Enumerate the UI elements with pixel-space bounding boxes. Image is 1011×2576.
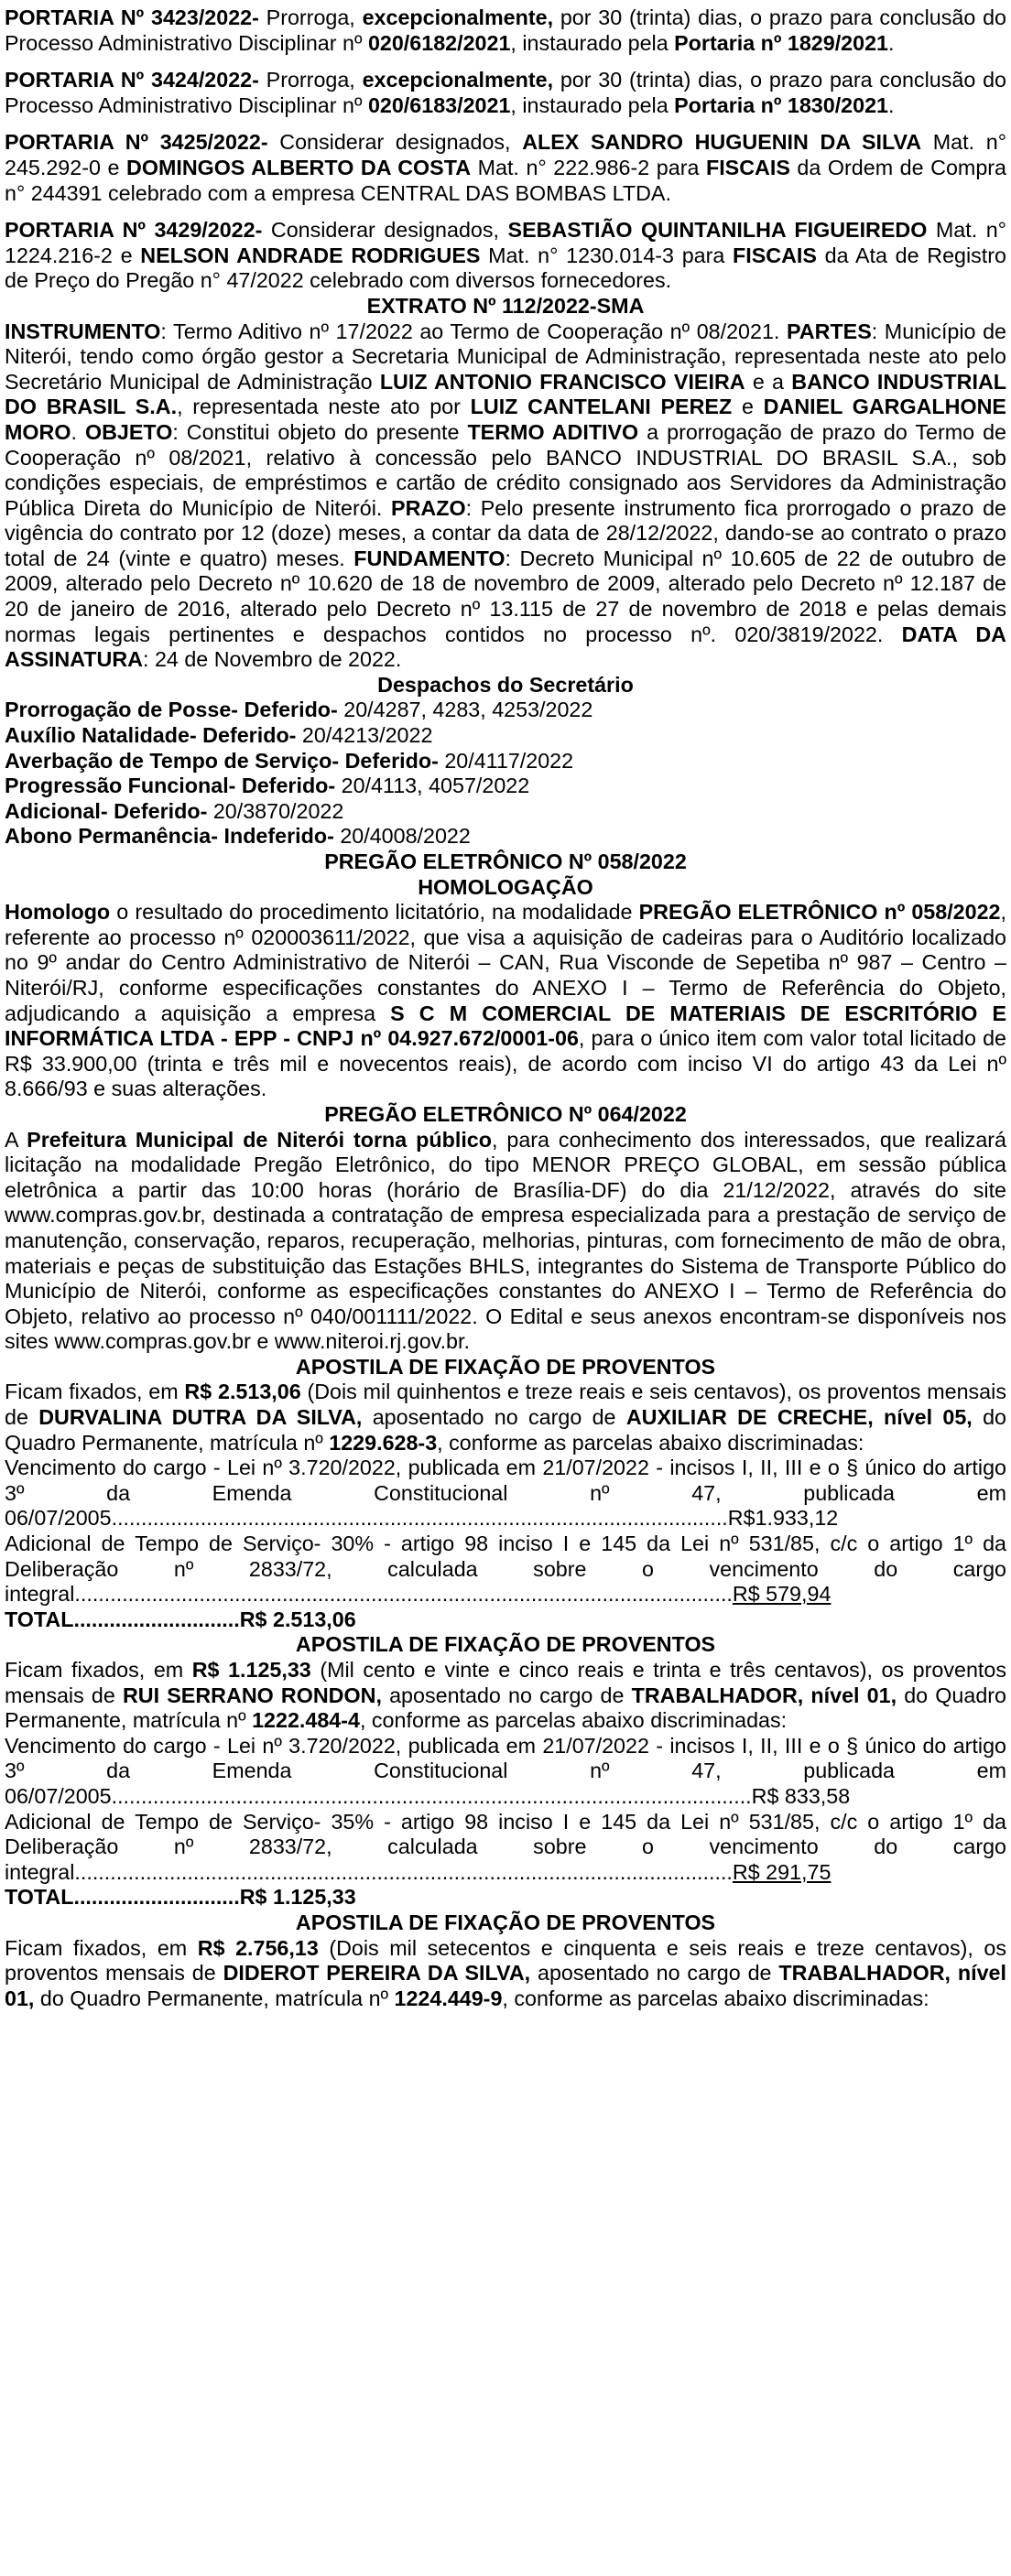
apostila-title: APOSTILA DE FIXAÇÃO DE PROVENTOS: [295, 1632, 716, 1657]
despachos-title: Despachos do Secretário: [377, 672, 634, 697]
portaria-number: PORTARIA Nº 3423/2022-: [5, 5, 259, 29]
apostila-adicional: Adicional de Tempo de Serviço- 35% - artigo 98 inciso I e 145 da Lei nº 531/85, c/c o artigo 1º da Deliberação nº 2833/72, calculada sobre o vencimento do cargo integral...............................................................................................................R$ 291,75: [5, 1809, 1006, 1884]
portaria-3429: PORTARIA Nº 3429/2022- Considerar designados, SEBASTIÃO QUINTANILHA FIGUEIREDO Mat. n° 1224.216-2 e NELSON ANDRADE RODRIGUES Mat. n° 1230.014-3 para FISCAIS da Ata de Registro de Preço do Pregão n° 47/2022 celebrado com diversos fornecedores.: [5, 218, 1006, 293]
apostila-title: APOSTILA DE FIXAÇÃO DE PROVENTOS: [295, 1910, 716, 1934]
portaria-3423: PORTARIA Nº 3423/2022- Prorroga, excepcionalmente, por 30 (trinta) dias, o prazo para conclusão do Processo Administrativo Disciplinar nº 020/6182/2021, instaurado pela Portaria nº 1829/2021.: [5, 5, 1006, 55]
pregao-064-title: PREGÃO ELETRÔNICO Nº 064/2022: [324, 1101, 687, 1126]
apostila-body: Ficam fixados, em R$ 1.125,33 (Mil cento e vinte e cinco reais e trinta e três centavos), os proventos mensais de RUI SERRANO RONDON, aposentado no cargo de TRABALHADOR, nível 01, do Quadro Permanente, matrícula nº 1222.484-4, conforme as parcelas abaixo discriminadas:: [5, 1658, 1006, 1733]
pregao-064-body: A Prefeitura Municipal de Niterói torna público, para conhecimento dos interessados, que realizará licitação na modalidade Pregão Eletrônico, do tipo MENOR PREÇO GLOBAL, em sessão pública eletrônica a partir das 10:00 horas (horário de Brasília-DF) do dia 21/12/2022, através do site www.compras.gov.br, destinada a contratação de empresa especializada para a prestação de serviço de manutenção, conservação, reparos, recuperação, melhorias, pinturas, com fornecimento de mão de obra, materiais e peças de substituição das Estações BHLS, integrantes do Sistema de Transporte Público do Município de Niterói, conforme as especificações constantes do ANEXO I – Termo de Referência do Objeto, relativo ao processo nº 040/001111/2022. O Edital e seus anexos encontram-se disponíveis nos sites www.compras.gov.br e www.niteroi.rj.gov.br.: [5, 1127, 1006, 1354]
apostila-vencimento: Vencimento do cargo - Lei nº 3.720/2022, publicada em 21/07/2022 - incisos I, II, III e o § único do artigo 3º da Emenda Constitucional nº 47, publicada em 06/07/2005........................................................................................................R$1.933,12: [5, 1456, 1006, 1531]
despacho-item: Abono Permanência- Indeferido- 20/4008/2022: [5, 824, 471, 849]
apostila-total: TOTAL............................R$ 1.125,33: [5, 1885, 356, 1910]
extrato-body: INSTRUMENTO: Termo Aditivo nº 17/2022 ao Termo de Cooperação nº 08/2021. PARTES: Município de Niterói, tendo como órgão gestor a Secretaria Municipal de Administração, representada neste ato pelo Secretário Municipal de Administração LUIZ ANTONIO FRANCISCO VIEIRA e a BANCO INDUSTRIAL DO BRASIL S.A., representada neste ato por LUIZ CANTELANI PEREZ e DANIEL GARGALHONE MORO. OBJETO: Constitui objeto do presente TERMO ADITIVO a prorrogação de prazo do Termo de Cooperação nº 08/2021, relativo à concessão pelo BANCO INDUSTRIAL DO BRASIL S.A., sob condições especiais, de empréstimos e cartão de crédito consignado aos Servidores da Administração Pública Direta do Município de Niterói. PRAZO: Pelo presente instrumento fica prorrogado o prazo de vigência do contrato por 12 (doze) meses, a contar da data de 28/12/2022, dando-se ao contrato o prazo total de 24 (vinte e quatro) meses. FUNDAMENTO: Decreto Municipal nº 10.605 de 22 de outubro de 2009, alterado pelo Decreto nº 10.620 de 18 de novembro de 2009, alterado pelo Decreto nº 12.187 de 20 de janeiro de 2016, alterado pelo Decreto nº 13.115 de 27 de novembro de 2018 e pelas demais normas legais pertinentes e despachos contidos no processo nº. 020/3819/2022. DATA DA ASSINATURA: 24 de Novembro de 2022.: [5, 319, 1006, 672]
despacho-item: Progressão Funcional- Deferido- 20/4113, 4057/2022: [5, 774, 530, 798]
pregao-058-body: Homologo o resultado do procedimento licitatório, na modalidade PREGÃO ELETRÔNICO nº 058/2022, referente ao processo nº 020003611/2022, que visa a aquisição de cadeiras para o Auditório localizado no 9º andar do Centro Administrativo de Niterói – CAN, Rua Visconde de Sepetiba nº 987 – Centro – Niterói/RJ, conforme especificações constantes do ANEXO I – Termo de Referência do Objeto, adjudicando a aquisição a empresa S C M COMERCIAL DE MATERIAIS DE ESCRITÓRIO E INFORMÁTICA LTDA - EPP - CNPJ nº 04.927.672/0001-06, para o único item com valor total licitado de R$ 33.900,00 (trinta e três mil e novecentos reais), de acordo com inciso VI do artigo 43 da Lei nº 8.666/93 e suas alterações.: [5, 900, 1006, 1101]
despacho-item: Adicional- Deferido- 20/3870/2022: [5, 798, 344, 823]
apostila-vencimento: Vencimento do cargo - Lei nº 3.720/2022, publicada em 21/07/2022 - incisos I, II, III e o § único do artigo 3º da Emenda Constitucional nº 47, publicada em 06/07/2005............................................................................................................R$ 833,58: [5, 1733, 1006, 1808]
pregao-058-subtitle: HOMOLOGAÇÃO: [418, 874, 593, 899]
apostila-body: Ficam fixados, em R$ 2.513,06 (Dois mil quinhentos e treze reais e seis centavos), os proventos mensais de DURVALINA DUTRA DA SILVA, aposentado no cargo de AUXILIAR DE CRECHE, nível 05, do Quadro Permanente, matrícula nº 1229.628-3, conforme as parcelas abaixo discriminadas:: [5, 1380, 1006, 1455]
despacho-item: Prorrogação de Posse- Deferido- 20/4287, 4283, 4253/2022: [5, 698, 593, 722]
apostila-total: TOTAL............................R$ 2.513,06: [5, 1607, 356, 1631]
apostila-title: APOSTILA DE FIXAÇÃO DE PROVENTOS: [295, 1354, 716, 1379]
pregao-058-title: PREGÃO ELETRÔNICO Nº 058/2022: [324, 850, 687, 873]
portaria-number: PORTARIA Nº 3424/2022-: [5, 68, 259, 92]
portaria-3424: PORTARIA Nº 3424/2022- Prorroga, excepcionalmente, por 30 (trinta) dias, o prazo para conclusão do Processo Administrativo Disciplinar nº 020/6183/2021, instaurado pela Portaria nº 1830/2021.: [5, 68, 1006, 117]
portaria-3425: PORTARIA Nº 3425/2022- Considerar designados, ALEX SANDRO HUGUENIN DA SILVA Mat. n° 245.292-0 e DOMINGOS ALBERTO DA COSTA Mat. n° 222.986-2 para FISCAIS da Ordem de Compra n° 244391 celebrado com a empresa CENTRAL DAS BOMBAS LTDA.: [5, 130, 1007, 205]
despacho-item: Auxílio Natalidade- Deferido- 20/4213/2022: [5, 723, 433, 748]
apostila-adicional: Adicional de Tempo de Serviço- 30% - artigo 98 inciso I e 145 da Lei nº 531/85, c/c o artigo 1º da Deliberação nº 2833/72, calculada sobre o vencimento do cargo integral...............................................................................................................R$ 579,94: [5, 1532, 1006, 1607]
portaria-number: PORTARIA Nº 3429/2022-: [5, 218, 263, 243]
apostila-body: Ficam fixados, em R$ 2.756,13 (Dois mil setecentos e cinquenta e seis reais e treze centavos), os proventos mensais de DIDEROT PEREIRA DA SILVA, aposentado no cargo de TRABALHADOR, nível 01, do Quadro Permanente, matrícula nº 1224.449-9, conforme as parcelas abaixo discriminadas:: [5, 1935, 1006, 2010]
despacho-item: Averbação de Tempo de Serviço- Deferido- 20/4117/2022: [5, 748, 574, 773]
portaria-number: PORTARIA Nº 3425/2022-: [5, 130, 268, 155]
extrato-title: EXTRATO Nº 112/2022-SMA: [366, 293, 645, 318]
